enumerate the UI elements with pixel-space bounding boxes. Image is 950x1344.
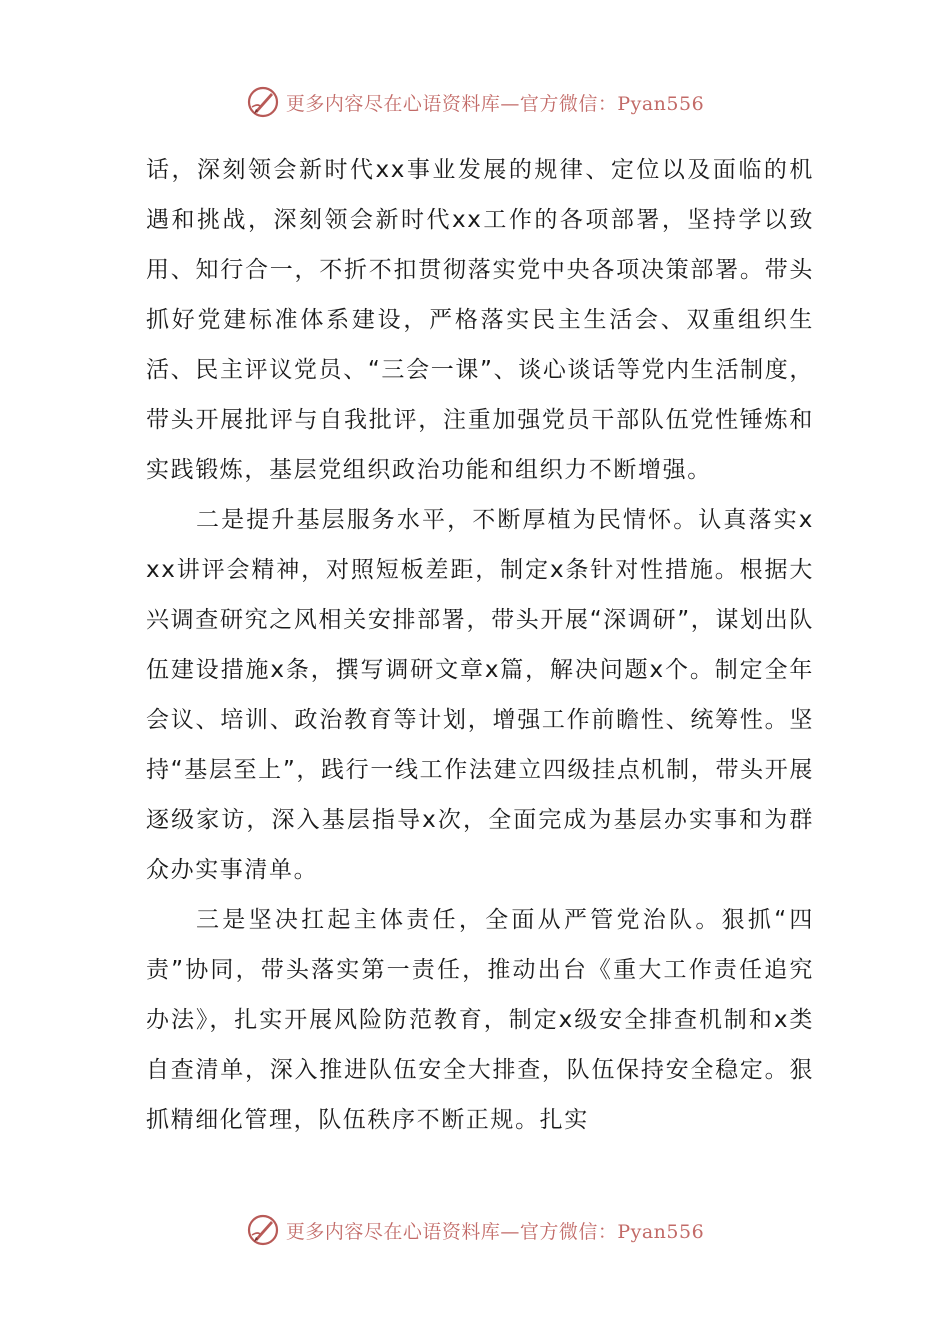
paragraph-2: 二是提升基层服务水平，不断厚植为民情怀。认真落实xxx讲评会精神，对照短板差距，制定x条针对性措施。根据大兴调查研究之风相关安排部署，带头开展“深调研”，谋划出队伍建设措施x条，撰写调研文章x篇，解决问题x个。制定全年会议、培训、政治教育等计划，增强工作前瞻性、统筹性。坚持“基层至上”，践行一线工作法建立四级挂点机制，带头开展逐级家访，深入基层指导x次，全面完成为基层办实事和为群众办实事清单。 xyxy=(146,507,814,883)
paragraph-1: 话，深刻领会新时代xx事业发展的规律、定位以及面临的机遇和挑战，深刻领会新时代xx工作的各项部署，坚持学以致用、知行合一，不折不扣贯彻落实党中央各项决策部署。带头抓好党建标准体系建设，严格落实民主生活会、双重组织生活、民主评议党员、“三会一课”、谈心谈话等党内生活制度，带头开展批评与自我批评，注重加强党员干部队伍党性锤炼和实践锻炼，基层党组织政治功能和组织力不断增强。 xyxy=(146,157,814,483)
header-watermark xyxy=(0,80,950,124)
pen-logo-icon xyxy=(246,1213,280,1247)
footer-watermark-text: 更多内容尽在心语资料库—官方微信：Pyan556 xyxy=(285,1220,705,1243)
header-watermark-text: 更多内容尽在心语资料库—官方微信：Pyan556 xyxy=(285,92,705,115)
paragraph-3: 三是坚决扛起主体责任，全面从严管党治队。狠抓“四责”协同，带头落实第一责任，推动出台《重大工作责任追究办法》，扎实开展风险防范教育，制定x级安全排查机制和x类自查清单，深入推进队伍安全大排查，队伍保持安全稳定。狠抓精细化管理，队伍秩序不断正规。扎实 xyxy=(146,907,814,1133)
footer-watermark xyxy=(0,1208,950,1252)
document-body xyxy=(146,145,814,1145)
header-watermark-inner xyxy=(246,85,704,119)
footer-watermark-inner xyxy=(246,1213,704,1247)
pen-logo-icon xyxy=(246,85,280,119)
